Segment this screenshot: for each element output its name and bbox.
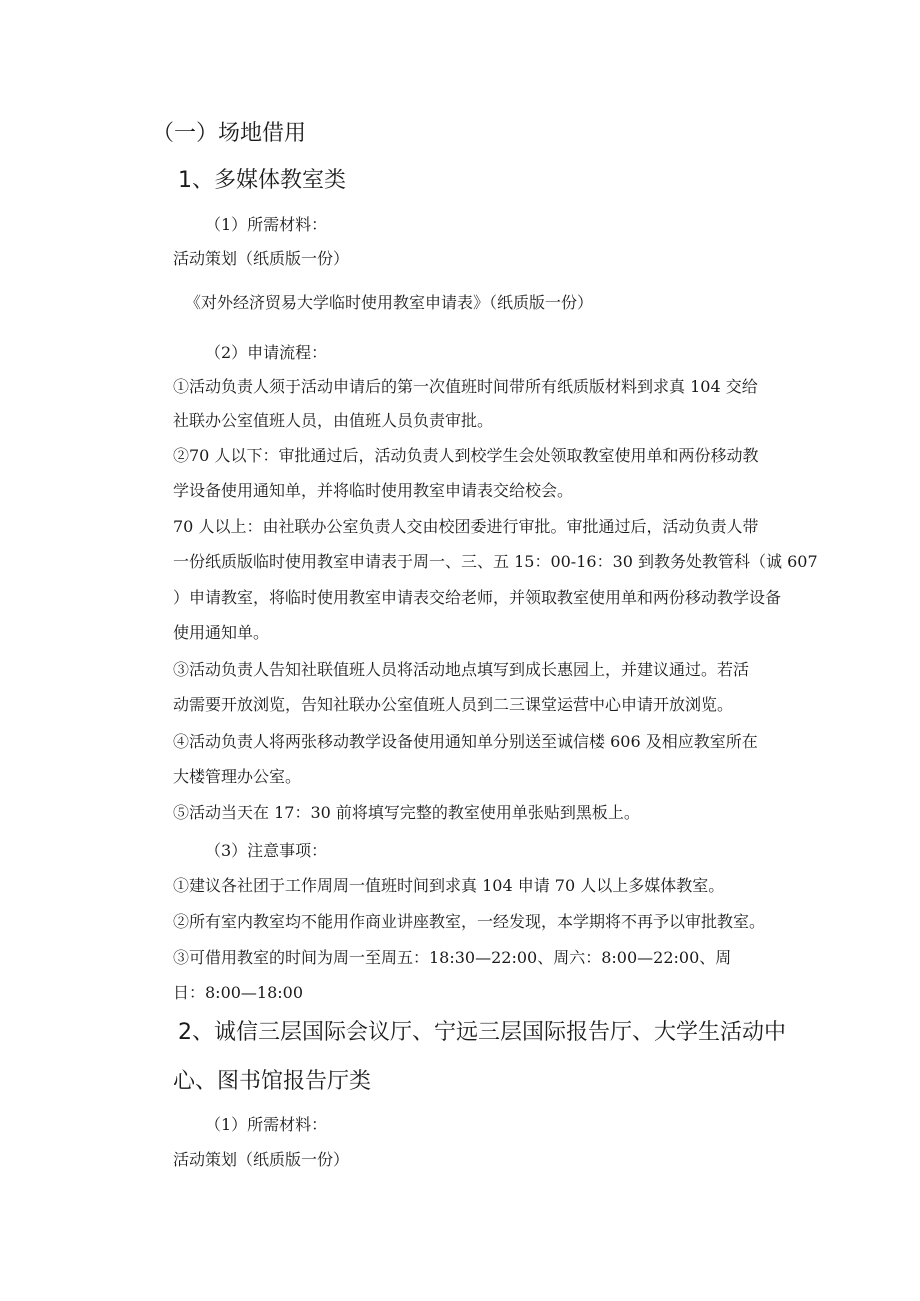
part1-materials-label: （1）所需材料： — [205, 215, 328, 234]
note-line: ②所有室内教室均不能用作商业讲座教室，一经发现，本学期将不再予以审批教室。 — [173, 912, 766, 931]
part2-material-item: 活动策划（纸质版一份） — [173, 1150, 350, 1169]
part1-material-item: 《对外经济贸易大学临时使用教室申请表》（纸质版一份） — [185, 293, 594, 312]
part1-process-label: （2）申请流程： — [205, 343, 328, 362]
part1-material-item: 活动策划（纸质版一份） — [173, 249, 350, 268]
process-line: 70 人以上：由社联办公室负责人交由校团委进行审批。审批通过后，活动负责人带 — [173, 517, 759, 536]
process-line: 使用通知单。 — [173, 623, 270, 642]
process-line: ①活动负责人须于活动申请后的第一次值班时间带所有纸质版材料到求真 104 交给 — [173, 377, 758, 396]
process-line: 动需要开放浏览，告知社联办公室值班人员到二三课堂运营中心申请开放浏览。 — [173, 695, 734, 714]
process-line: 社联办公室值班人员，由值班人员负责审批。 — [173, 411, 494, 430]
note-line: 日：8:00—18:00 — [173, 983, 304, 1002]
part2-heading: 心、图书馆报告厅类 — [173, 1069, 372, 1094]
part2-heading: 2、诚信三层国际会议厅、宁远三层国际报告厅、大学生活动中 — [178, 1020, 786, 1045]
part2-materials-label: （1）所需材料： — [205, 1115, 328, 1134]
process-line: 学设备使用通知单，并将临时使用教室申请表交给校会。 — [173, 481, 574, 500]
process-line: ⑤活动当天在 17：30 前将填写完整的教室使用单张贴到黑板上。 — [173, 803, 640, 822]
process-line: ④活动负责人将两张移动教学设备使用通知单分别送至诚信楼 606 及相应教室所在 — [173, 732, 758, 751]
process-line: 一份纸质版临时使用教室申请表于周一、三、五 15：00-16：30 到教务处教管科（诚 607 — [173, 552, 818, 571]
process-line: ②70 人以下：审批通过后，活动负责人到校学生会处领取教室使用单和两份移动教 — [173, 446, 759, 465]
part1-notes-label: （3）注意事项： — [205, 841, 328, 860]
section-title: （一）场地借用 — [152, 121, 307, 146]
note-line: ①建议各社团于工作周周一值班时间到求真 104 申请 70 人以上多媒体教室。 — [173, 876, 725, 895]
note-line: ③可借用教室的时间为周一至周五：18:30—22:00、周六：8:00—22:00、周 — [173, 948, 732, 967]
part1-heading: 1、多媒体教室类 — [178, 168, 346, 193]
process-line: ）申请教室，将临时使用教室申请表交给老师，并领取教室使用单和两份移动教学设备 — [173, 588, 782, 607]
process-line: 大楼管理办公室。 — [173, 767, 302, 786]
process-line: ③活动负责人告知社联值班人员将活动地点填写到成长惠园上，并建议通过。若活 — [173, 660, 750, 679]
